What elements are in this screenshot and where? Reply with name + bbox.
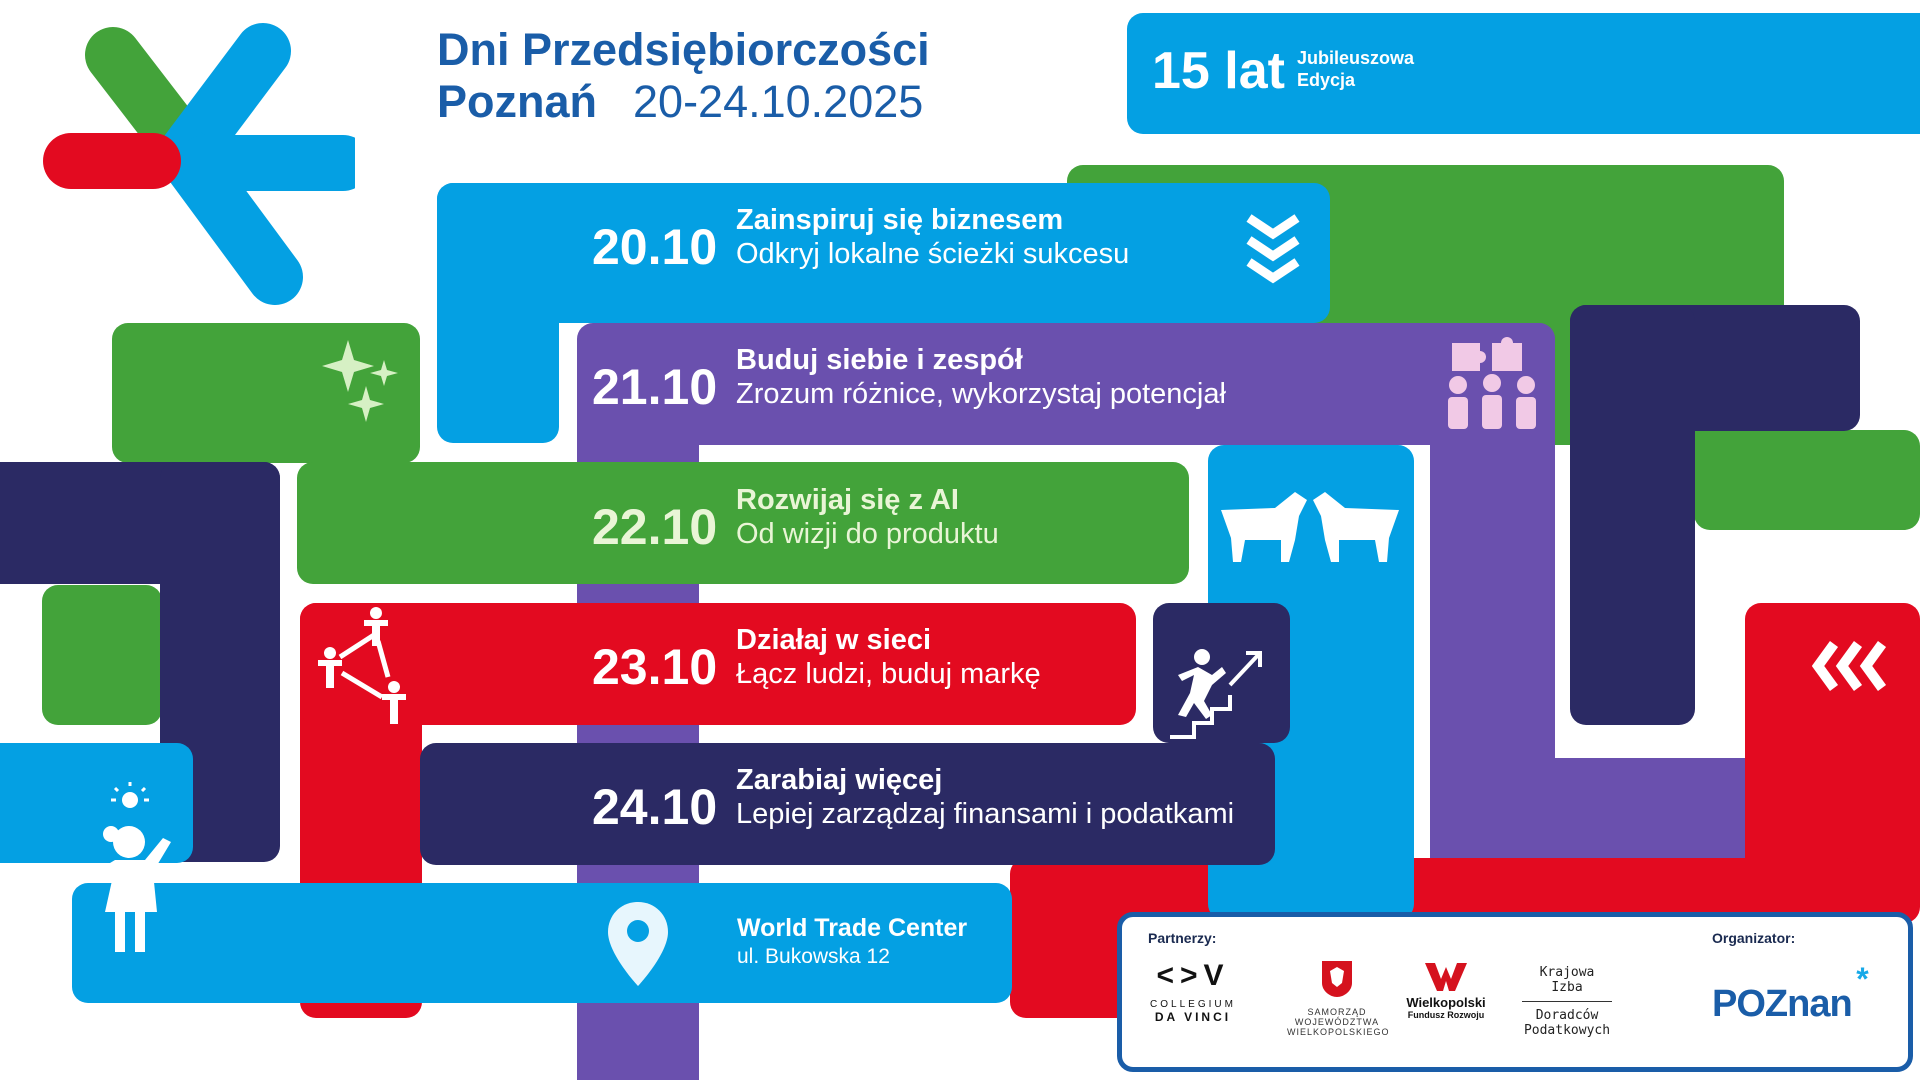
kidp-logo <box>1512 965 1622 1038</box>
anniversary-years: 15 lat <box>1152 42 1285 100</box>
day-subtitle: Zrozum różnice, wykorzystaj potencjał <box>736 378 1226 410</box>
day-date: 24.10 <box>592 779 718 835</box>
location-pin-icon <box>606 900 670 988</box>
cdv-mark: <>V <box>1156 959 1230 992</box>
day-title: Buduj siebie i zespół <box>736 344 1023 376</box>
kidp-line-1: Krajowa <box>1539 965 1595 980</box>
cdv-line-2: DA VINCI <box>1154 1010 1232 1024</box>
page-title <box>437 24 930 128</box>
venue-info <box>737 914 967 969</box>
day-date: 23.10 <box>592 639 718 695</box>
title-city: Poznań <box>437 76 598 127</box>
team-puzzle-icon <box>1440 335 1545 435</box>
goats-icon <box>1215 480 1405 565</box>
ribbon-green-left-vertical <box>42 585 162 725</box>
wfr-line-2: Fundusz Rozwoju <box>1407 1010 1485 1020</box>
samorzad-line-3: WIELKOPOLSKIEGO <box>1287 1027 1390 1037</box>
cdv-line-1: COLLEGIUM <box>1150 999 1236 1010</box>
title-dates: 20-24.10.2025 <box>633 76 924 127</box>
organizer-logo <box>1712 961 1868 1026</box>
day-subtitle: Łącz ludzi, buduj markę <box>736 658 1041 690</box>
organizer-label: Organizator: <box>1712 930 1796 946</box>
ribbon-blue-left-down <box>437 183 559 443</box>
girl-idea-icon <box>85 780 180 960</box>
wfr-mark-icon <box>1423 959 1469 993</box>
day-title: Rozwijaj się z AI <box>736 484 959 516</box>
day-title: Działaj w sieci <box>736 624 932 656</box>
coat-of-arms-icon <box>1320 959 1354 999</box>
venue-name: World Trade Center <box>737 914 968 942</box>
cdv-logo <box>1148 959 1238 1024</box>
day-subtitle: Odkryj lokalne ścieżki sukcesu <box>736 238 1130 270</box>
ribbon-navy-right-vertical <box>1570 305 1695 725</box>
wfr-logo <box>1396 959 1496 1020</box>
chevrons-down-icon <box>1245 212 1301 288</box>
samorzad-line-2: WOJEWÓDZTWA <box>1294 1017 1380 1027</box>
kidp-line-3: Doradców <box>1535 1008 1599 1023</box>
partners-box <box>1117 912 1913 1072</box>
edition-line-1: Jubileuszowa <box>1297 48 1415 68</box>
ribbon-green-right <box>1694 430 1920 530</box>
organizer-name: POZnan <box>1712 983 1852 1025</box>
venue-address: ul. Bukowska 12 <box>737 945 890 968</box>
event-logo-icon <box>35 15 355 305</box>
samorzad-logo <box>1287 959 1390 1037</box>
chevrons-left-icon <box>1812 640 1892 692</box>
day-date: 20.10 <box>592 219 718 275</box>
sparkles-icon <box>320 340 400 430</box>
day-title: Zarabiaj więcej <box>736 764 943 796</box>
samorzad-line-1: SAMORZĄD <box>1307 1007 1367 1017</box>
climbing-person-icon <box>1168 645 1268 740</box>
network-people-icon <box>312 605 412 730</box>
title-line-1: Dni Przedsiębiorczości <box>437 24 930 75</box>
day-date: 22.10 <box>592 499 718 555</box>
day-title: Zainspiruj się biznesem <box>736 204 1064 236</box>
anniversary-badge <box>1127 13 1920 134</box>
kidp-line-2: Izba <box>1551 980 1583 995</box>
asterisk-icon: * <box>1856 961 1868 997</box>
partners-label: Partnerzy: <box>1148 930 1217 946</box>
day-subtitle: Lepiej zarządzaj finansami i podatkami <box>736 798 1235 830</box>
edition-line-2: Edycja <box>1297 70 1356 90</box>
kidp-line-4: Podatkowych <box>1523 1023 1611 1038</box>
day-subtitle: Od wizji do produktu <box>736 518 999 550</box>
kidp-divider <box>1522 1001 1612 1002</box>
day-date: 21.10 <box>592 359 718 415</box>
wfr-line-1: Wielkopolski <box>1406 995 1486 1010</box>
